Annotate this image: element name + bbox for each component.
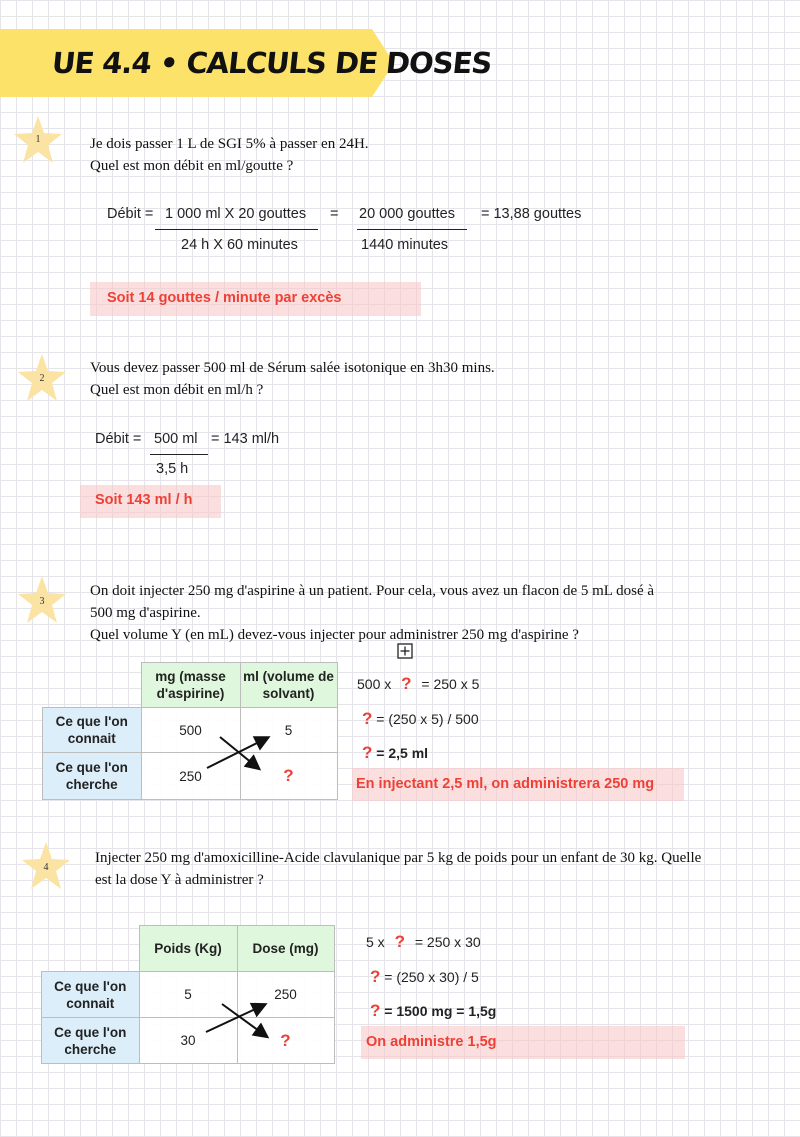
- step-right: = (250 x 30) / 5: [384, 969, 479, 985]
- table-cell: 5: [240, 708, 337, 753]
- step-right: = 250 x 30: [414, 934, 481, 950]
- question-line: est la dose Y à administrer ?: [95, 872, 264, 888]
- answer-text: On administre 1,5g: [366, 1034, 497, 1050]
- answer-text: En injectant 2,5 ml, on administrera 250 mg: [356, 776, 655, 792]
- step-result: = 2,5 ml: [376, 745, 429, 761]
- exercise-number: 3: [39, 596, 45, 607]
- row-header: Ce que l'on connait: [42, 972, 140, 1018]
- question-line: On doit injecter 250 mg d'aspirine à un patient. Pour cela, vous avez un flacon de 5 mL dosé à: [90, 583, 655, 599]
- answer-text: Soit 143 ml / h: [95, 492, 193, 508]
- formula-result: = 143 ml/h: [211, 431, 280, 447]
- exercise-number: 2: [39, 373, 45, 384]
- proportion-table: [42, 662, 338, 800]
- add-box-icon: [397, 643, 413, 659]
- step-left: 5 x: [366, 934, 385, 950]
- table-cell: 5: [139, 972, 237, 1018]
- formula-denominator: 3,5 h: [156, 461, 189, 477]
- unknown-mark: ?: [370, 1001, 381, 1020]
- formula-numerator-2: 20 000 gouttes: [359, 206, 455, 222]
- unknown-mark: ?: [401, 674, 412, 693]
- question-line: Quel est mon débit en ml/goutte ?: [90, 158, 294, 174]
- column-header: Dose (mg): [237, 926, 334, 972]
- column-header: mg (masse d'aspirine): [141, 663, 240, 708]
- unknown-mark: ?: [362, 743, 373, 762]
- question-line: Quel volume Y (en mL) devez-vous injecter pour administrer 250 mg d'aspirine ?: [90, 627, 579, 643]
- question-line: Je dois passer 1 L de SGI 5% à passer en 24H.: [90, 136, 369, 152]
- step-right: = (250 x 5) / 500: [376, 711, 479, 727]
- table-cell-unknown: ?: [240, 753, 337, 800]
- formula-numerator: 1 000 ml X 20 gouttes: [165, 206, 307, 222]
- formula-prefix: Débit =: [107, 206, 154, 222]
- exercise-number: 1: [35, 134, 41, 145]
- unknown-mark: ?: [370, 967, 381, 986]
- formula-equals: =: [330, 206, 339, 222]
- fraction-bar: [155, 229, 318, 230]
- row-header: Ce que l'on cherche: [42, 1018, 140, 1064]
- page-title: UE 4.4 • CALCULS DE DOSES: [50, 46, 494, 80]
- cross-multiply-arrows: [204, 1000, 274, 1045]
- formula-denominator: 24 h X 60 minutes: [181, 237, 298, 253]
- formula-numerator: 500 ml: [154, 431, 198, 447]
- formula-denominator-2: 1440 minutes: [361, 237, 449, 253]
- row-header: Ce que l'on connait: [43, 708, 142, 753]
- table-cell: 250: [237, 972, 334, 1018]
- question-line: Injecter 250 mg d'amoxicilline-Acide clavulanique par 5 kg de poids pour un enfant de 30 kg. Quelle: [95, 850, 702, 866]
- formula-prefix: Débit =: [95, 431, 142, 447]
- cross-multiply-arrows: [205, 730, 275, 775]
- step-result: = 1500 mg = 1,5g: [384, 1003, 497, 1019]
- fraction-bar: [357, 229, 467, 230]
- step-right: = 250 x 5: [421, 676, 480, 692]
- table-cell-unknown: ?: [237, 1018, 334, 1064]
- formula-result: = 13,88 gouttes: [481, 206, 582, 222]
- unknown-mark: ?: [362, 709, 373, 728]
- row-header: Ce que l'on cherche: [43, 753, 142, 800]
- question-line: Vous devez passer 500 ml de Sérum salée isotonique en 3h30 mins.: [90, 360, 495, 376]
- column-header: Poids (Kg): [139, 926, 237, 972]
- table-cell: 500: [141, 708, 240, 753]
- column-header: ml (volume de solvant): [240, 663, 337, 708]
- question-line: 500 mg d'aspirine.: [90, 605, 201, 621]
- fraction-bar: [150, 454, 208, 455]
- table-cell: 250: [141, 753, 240, 800]
- question-line: Quel est mon débit en ml/h ?: [90, 382, 264, 398]
- unknown-mark: ?: [394, 932, 405, 951]
- step-left: 500 x: [357, 676, 392, 692]
- proportion-table: [41, 925, 335, 1064]
- table-cell: 30: [139, 1018, 237, 1064]
- answer-text: Soit 14 gouttes / minute par excès: [107, 290, 342, 306]
- exercise-number: 4: [43, 862, 49, 873]
